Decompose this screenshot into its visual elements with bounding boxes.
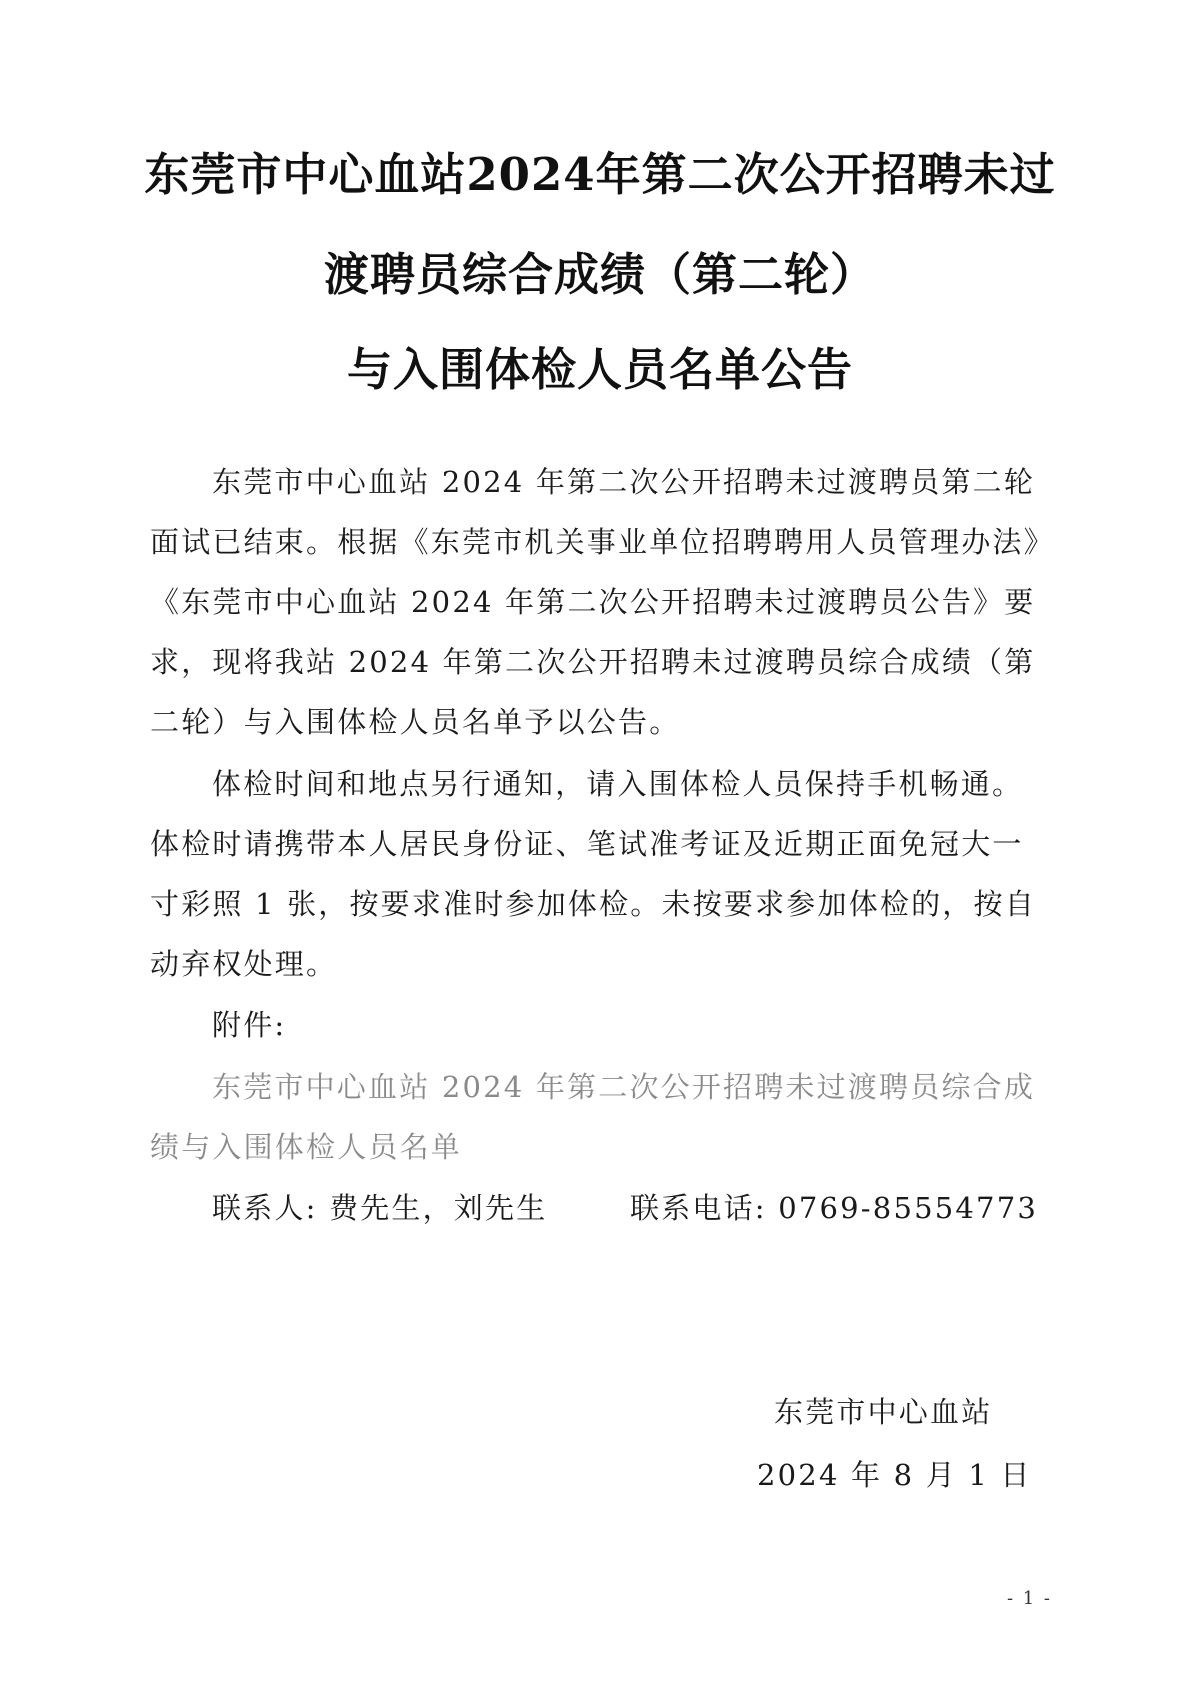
attachment-link-line-2[interactable]: 绩与入围体检人员名单 [150,1130,463,1164]
paragraph-1-line-1: 东莞市中心血站 2024 年第二次公开招聘未过渡聘员第二轮 [212,465,1036,499]
paragraph-1-line-2: 面试已结束。根据《东莞市机关事业单位招聘聘用人员管理办法》 [150,525,1055,559]
paragraph-1-line-4: 求，现将我站 2024 年第二次公开招聘未过渡聘员综合成绩（第 [150,645,1036,679]
paragraph-2-line-2: 体检时请携带本人居民身份证、笔试准考证及近期正面免冠大一 [150,827,1024,861]
paragraph-2-line-4: 动弃权处理。 [150,947,338,981]
attachment-label: 附件: [212,1008,287,1042]
signature-org: 东莞市中心血站 [774,1395,993,1429]
signature-date: 2024 年 8 月 1 日 [757,1458,1032,1492]
contact-phone: 联系电话: 0769-85554773 [630,1191,1038,1225]
paragraph-1-line-3: 《东莞市中心血站 2024 年第二次公开招聘未过渡聘员公告》要 [150,585,1036,619]
title-line-2: 渡聘员综合成绩（第二轮） [323,248,876,301]
title-line-3: 与入围体检人员名单公告 [346,343,853,396]
paragraph-2-line-1: 体检时间和地点另行通知，请入围体检人员保持手机畅通。 [212,767,1024,801]
paragraph-2-line-3: 寸彩照 1 张，按要求准时参加体检。未按要求参加体检的，按自 [150,887,1036,921]
page-number: - 1 - [1006,1588,1052,1609]
title-line-1: 东莞市中心血站2024年第二次公开招聘未过 [144,148,1056,201]
attachment-link-line-1[interactable]: 东莞市中心血站 2024 年第二次公开招聘未过渡聘员综合成 [212,1070,1036,1104]
contact-person: 联系人: 费先生，刘先生 [212,1191,548,1225]
paragraph-1-line-5: 二轮）与入围体检人员名单予以公告。 [150,705,681,739]
